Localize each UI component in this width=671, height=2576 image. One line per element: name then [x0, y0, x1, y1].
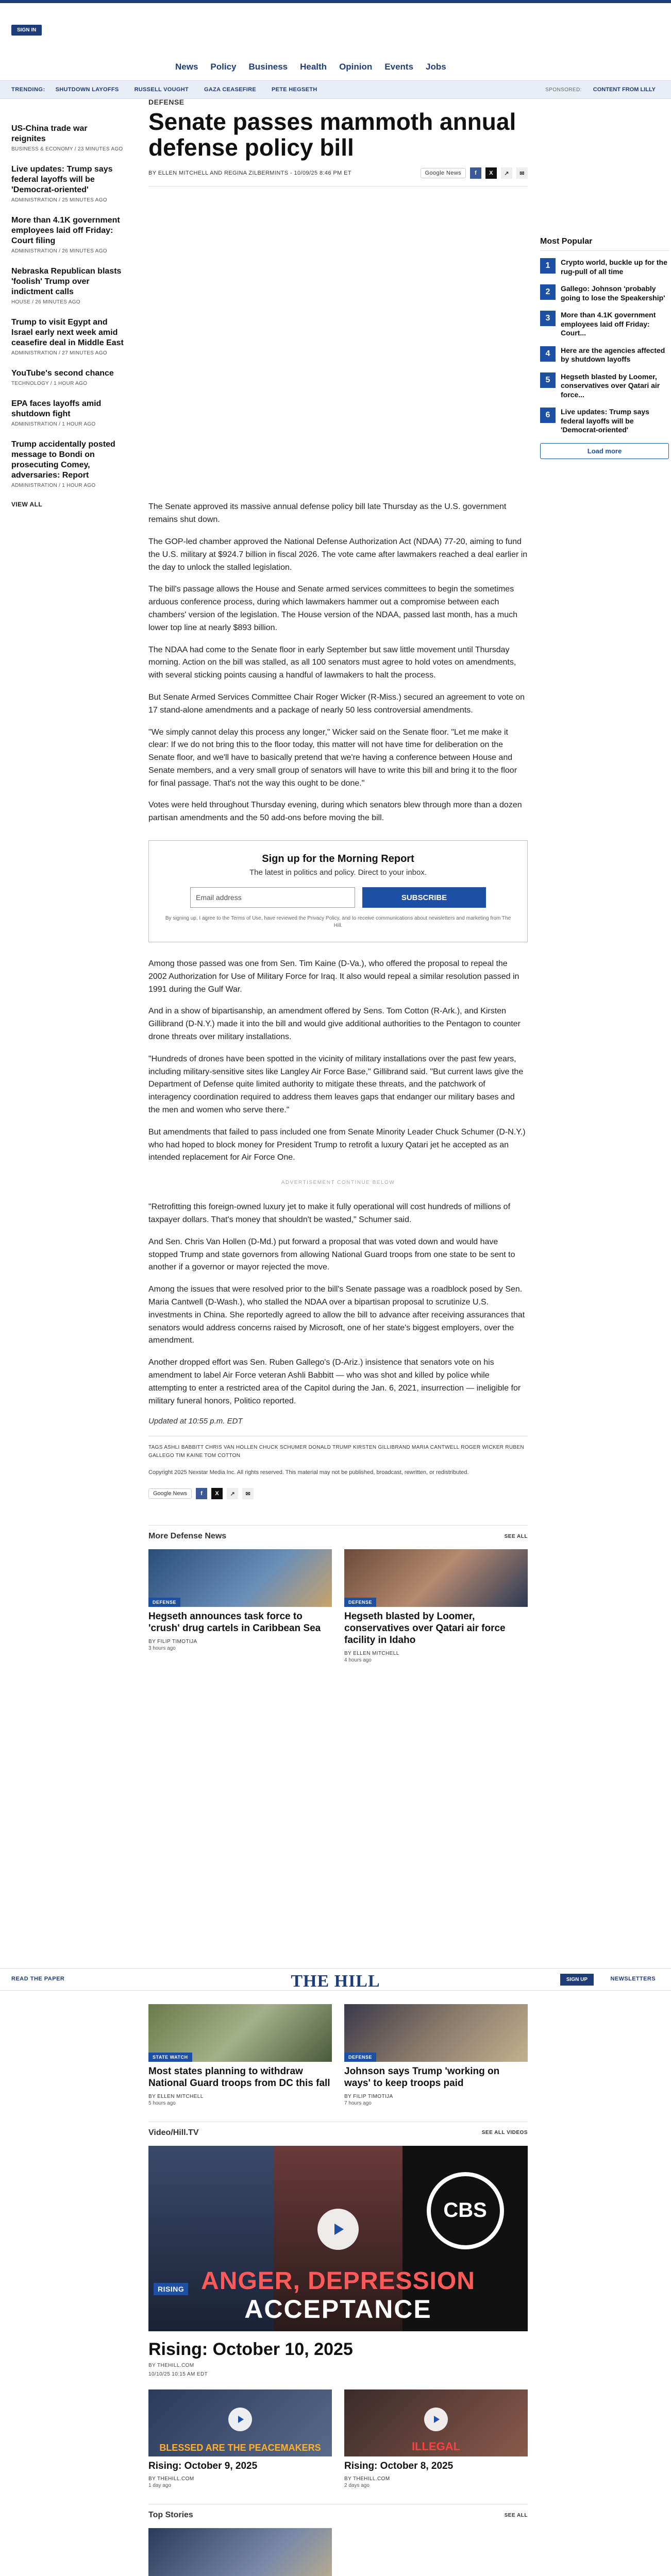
card-byline: BY THEHILL.COM [344, 2476, 390, 2482]
sidebar-item-meta: BUSINESS & ECONOMY / 23 MINUTES AGO [11, 146, 123, 152]
article [148, 98, 528, 1679]
ad-slot [148, 192, 528, 501]
sidebar-item-meta: ADMINISTRATION / 1 HOUR AGO [11, 421, 96, 427]
card-title[interactable]: Hegseth blasted by Loomer, conservatives over Qatari air force facility in Idaho [344, 1611, 506, 1646]
footer-share-row [148, 1488, 528, 1499]
article-paragraph: The Senate approved its massive annual defense policy bill late Thursday as the U.S. government remains shut down. [148, 502, 507, 524]
the-hill-logo[interactable]: THE HILL [291, 1972, 380, 1991]
sidebar-view-all[interactable]: VIEW ALL [11, 501, 43, 508]
news-card[interactable] [148, 2004, 332, 2106]
lower-content [148, 2004, 528, 2576]
sidebar-item-title[interactable]: More than 4.1K government employees laid off Friday: Court filing [11, 216, 120, 245]
sponsored-label: SPONSORED: [545, 87, 582, 93]
video-overlay-text: ACCEPTANCE [244, 2294, 432, 2324]
trending-link[interactable]: SHUTDOWN LAYOFFS [55, 87, 119, 93]
google-news-button[interactable]: Google News [148, 1488, 192, 1499]
card-time: 7 hours ago [344, 2100, 372, 2106]
rail-number: 6 [540, 408, 556, 423]
article-paragraph: Votes were held throughout Thursday evening, during which senators blew through more than a dozen partisan amendments and the 50 add-ons before moving the bill. [148, 801, 522, 823]
trending-link[interactable]: RUSSELL VOUGHT [134, 87, 189, 93]
facebook-icon[interactable]: f [196, 1488, 207, 1499]
video-cards [148, 2389, 528, 2489]
signup-button[interactable]: SIGN UP [560, 1974, 594, 1986]
sidebar-item-meta: ADMINISTRATION / 27 MINUTES AGO [11, 350, 107, 356]
article-paragraph: But Senate Armed Services Committee Chair Roger Wicker (R-Miss.) secured an agreement to vote on 17 stand-alone amendments and a package of nearly 50 less controversial amendments. [148, 692, 525, 715]
sidebar-item[interactable] [11, 439, 124, 488]
cbs-logo: CBS [427, 2172, 504, 2249]
sidebar-item-title[interactable]: Trump accidentally posted message to Bondi on prosecuting Comey, adversaries: Report [11, 440, 115, 480]
rail-number: 4 [540, 346, 556, 362]
byline: BY ELLEN MITCHELL AND REGINA ZILBERMINTS - 10/09/25 8:46 PM ET [148, 170, 352, 177]
see-all-link[interactable]: SEE ALL [504, 1533, 528, 1539]
video-overlay-text: ILLEGAL [411, 2439, 461, 2453]
article-paragraph: Among those passed was one from Sen. Tim Kaine (D-Va.), who offered the proposal to repeal the 2002 Authorization for Use of Military Force for Iraq. It also would repeal a similar resolution passed in 1991 during the Gulf War. [148, 959, 519, 994]
article-paragraph: Another dropped effort was Sen. Ruben Gallego's (D-Ariz.) insistence that senators vote on his amendment to label Air Force veteran Ashli Babbitt — who was shot and killed by police while attempting to enter a restricted area of the Capitol during the Jan. 6, 2021, insurrection — ineligible for military funeral honors, Politico reported. [148, 1358, 521, 1405]
nav-jobs[interactable]: Jobs [426, 62, 446, 72]
byline-row [148, 167, 528, 187]
updated-note: Updated at 10:55 p.m. EDT [148, 1417, 243, 1426]
article-tags[interactable]: TAGS ASHLI BABBITT CHRIS VAN HOLLEN CHUCK SCHUMER DONALD TRUMP KIRSTEN GILLIBRAND MARIA CANTWELL ROGER WICKER RUBEN GALLEGO TIM KAINE TOM COTTON [148, 1436, 528, 1460]
newsletter-signup [148, 840, 528, 942]
more-defense-cards [148, 1549, 528, 1663]
card-byline: BY FILIP TIMOTIJA [148, 1638, 197, 1645]
x-icon[interactable]: X [485, 167, 497, 179]
video-time: 10/10/25 10:15 AM EDT [148, 2371, 208, 2377]
card-title[interactable]: Johnson says Trump 'working on ways' to keep troops paid [344, 2066, 500, 2089]
card-image[interactable] [148, 2528, 332, 2576]
play-icon[interactable] [424, 2408, 448, 2431]
article-paragraph: But amendments that failed to pass included one from Senate Minority Leader Chuck Schumer (D-N.Y.) who had hoped to block money for President Trump to retrofit a luxury Qatari jet he accepted as an intended replacement for Air Force One. [148, 1127, 526, 1162]
copyright: Copyright 2025 Nexstar Media Inc. All rights reserved. This material may not be published, broadcast, rewritten, or redistributed. [148, 1469, 469, 1476]
subscribe-button[interactable]: SUBSCRIBE [362, 887, 486, 908]
video-byline: BY THEHILL.COM [148, 2362, 194, 2368]
rail-item[interactable] [540, 258, 669, 276]
nav-news[interactable]: News [175, 62, 198, 72]
rail-item[interactable] [540, 408, 669, 435]
card-byline: BY ELLEN MITCHELL [344, 1650, 399, 1656]
sidebar-item[interactable] [11, 215, 124, 254]
card-image[interactable] [148, 2004, 332, 2062]
rail-number: 5 [540, 372, 556, 388]
article-paragraph: "Hundreds of drones have been spotted in the vicinity of military installations over the past few years, including military-sensitive sites like Langley Air Force Base," Gillibrand said. "But current laws give the Department of Defense quite limited authority to mitigate these threats, and the patchwork of interagency coordination required to address them leaves gaps that endanger our military bases and the men and women who serve there." [148, 1054, 524, 1115]
article-paragraph: "Retrofitting this foreign-owned luxury jet to make it fully operational will cost hundreds of millions of taxpayer dollars. That's money that shouldn't be wasted," Schumer said. [148, 1202, 511, 1225]
x-icon[interactable]: X [211, 1488, 223, 1499]
facebook-icon[interactable]: f [470, 167, 481, 179]
sidebar-item-meta: HOUSE / 26 MINUTES AGO [11, 299, 80, 305]
news-card[interactable] [148, 1549, 332, 1663]
card-byline: BY FILIP TIMOTIJA [344, 2093, 393, 2099]
sidebar-item-title[interactable]: Live updates: Trump says federal layoffs will be 'Democrat-oriented' [11, 165, 113, 194]
video-overlay-text: BLESSED ARE THE PEACEMAKERS [159, 2442, 321, 2453]
card-image[interactable] [148, 1549, 332, 1607]
the-hill-bar [0, 1968, 671, 1991]
news-card[interactable] [148, 2528, 332, 2576]
sidebar-item[interactable] [11, 317, 124, 356]
card-image[interactable] [344, 2004, 528, 2062]
rail-item[interactable] [540, 284, 669, 302]
nav-health[interactable]: Health [300, 62, 327, 72]
card-time: 3 hours ago [148, 1645, 176, 1651]
trending-link[interactable]: PETE HEGSETH [271, 87, 317, 93]
article-paragraph: "We simply cannot delay this process any longer," Wicker said on the Senate floor. "Let me make it clear: If we do not bring this to the floor today, this matter will not have time for deliberation on the Senate floor, and we'll have to basically pretend that we're having a conference between House and Senate members, and a very small group of senators will have to write this bill and bring it to the floor for final passage. That's not the way this ought to be done." [148, 727, 517, 788]
top-stories-section [148, 2504, 528, 2576]
read-the-paper-link[interactable]: READ THE PAPER [11, 1976, 65, 1982]
video-hero[interactable] [148, 2146, 528, 2331]
article-paragraph: The bill's passage allows the House and Senate armed services committees to begin the sometimes arduous conference process, during which lawmakers hammer out a compromise between each chambers' version of the legislation. The House version of the NDAA, passed last month, has a much lower top line at nearly $893 billion. [148, 585, 518, 632]
card-tag[interactable]: DEFENSE [344, 1598, 376, 1607]
video-card[interactable] [344, 2389, 528, 2489]
share-icon[interactable]: ↗ [501, 167, 512, 179]
section-title: Top Stories [148, 2511, 193, 2520]
sidebar-item[interactable] [11, 124, 124, 152]
trending-link[interactable]: GAZA CEASEFIRE [204, 87, 256, 93]
video-section [148, 2122, 528, 2489]
card-time: 5 hours ago [148, 2100, 176, 2106]
latest-news-sidebar [11, 124, 124, 508]
rail-item[interactable] [540, 372, 669, 400]
article-paragraph: And Sen. Chris Van Hollen (D-Md.) put forward a proposal that was voted down and would have stopped Trump and state governors from allowing National Guard troops from one state to be sent to another if a governor or mayor rejected the move. [148, 1237, 515, 1272]
nav-events[interactable]: Events [384, 62, 414, 72]
article-kicker[interactable]: DEFENSE [148, 98, 184, 106]
nav-business[interactable]: Business [248, 62, 288, 72]
card-time: 2 days ago [344, 2483, 370, 2489]
card-time: 4 hours ago [344, 1657, 372, 1663]
video-title[interactable]: Rising: October 10, 2025 [148, 2339, 353, 2359]
sidebar-item-title[interactable]: Trump to visit Egypt and Israel early next week amid ceasefire deal in Middle East [11, 318, 124, 347]
news-card[interactable] [344, 1549, 528, 1663]
sidebar-item[interactable] [11, 164, 124, 203]
rail-item[interactable] [540, 311, 669, 338]
rail-title: Most Popular [540, 237, 669, 251]
sponsored-link[interactable]: CONTENT FROM LILLY [593, 87, 656, 93]
card-tag[interactable]: DEFENSE [148, 1598, 180, 1607]
article-headline: Senate passes mammoth annual defense policy bill [148, 108, 516, 161]
see-all-link[interactable]: SEE ALL [504, 2512, 528, 2518]
more-defense-header [148, 1525, 528, 1541]
article-paragraph: And in a show of bipartisanship, an amendment offered by Sens. Tom Cotton (R-Ark.), and Kirsten Gillibrand (D-N.Y.) made it into the bill and would give additional authorities to the Pentagon to counter drone threats over military installations. [148, 1007, 521, 1042]
ad-label: ADVERTISEMENT CONTINUE BELOW [281, 1180, 395, 1186]
sidebar-item-title[interactable]: US-China trade war reignites [11, 124, 88, 143]
section-title: Video/Hill.TV [148, 2128, 199, 2137]
article-paragraph: The NDAA had come to the Senate floor in early September but saw little movement until Thursday morning. Action on the bill was stalled, as all 100 senators must agree to hold votes on amendments, with several sticking points causing a handful of lawmakers to halt the process. [148, 645, 516, 680]
more-cards [148, 2004, 528, 2106]
google-news-button[interactable]: Google News [421, 168, 466, 178]
card-image[interactable] [344, 2389, 528, 2456]
section-title: More Defense News [148, 1532, 227, 1541]
video-tag: RISING [154, 2283, 188, 2295]
sidebar-item-meta: ADMINISTRATION / 25 MINUTES AGO [11, 197, 107, 203]
sidebar-item-meta: ADMINISTRATION / 26 MINUTES AGO [11, 248, 107, 254]
sidebar-item-title[interactable]: Nebraska Republican blasts 'foolish' Trump over indictment calls [11, 267, 122, 296]
card-image[interactable] [148, 2389, 332, 2456]
sidebar-item-meta: ADMINISTRATION / 1 HOUR AGO [11, 483, 96, 488]
nav-opinion[interactable]: Opinion [339, 62, 373, 72]
newsletter-title: Sign up for the Morning Report [262, 853, 414, 865]
rail-item-title[interactable]: Crypto world, buckle up for the rug-pull of all time [561, 258, 667, 276]
card-time: 1 day ago [148, 2483, 171, 2489]
play-icon[interactable] [228, 2408, 252, 2431]
card-byline: BY ELLEN MITCHELL [148, 2093, 204, 2099]
article-paragraph: The GOP-led chamber approved the National Defense Authorization Act (NDAA) 77-20, aiming to fund the U.S. military at $924.7 billion in fiscal 2026. The vote came after lawmakers reached a deal earlier in the day to unlock the stalled legislation. [148, 537, 528, 572]
most-popular-rail [540, 237, 669, 459]
article-paragraph: Among the issues that were resolved prior to the bill's Senate passage was a roadblock posed by Sen. Maria Cantwell (D-Wash.), who stalled the NDAA over a bipartisan proposal to scrutinize U.S. investments in China. She reportedly agreed to allow the bill to advance after receiving assurances that senators would address concerns raised by Microsoft, one of her state's biggest employers, over the amendment. [148, 1285, 525, 1345]
card-tag[interactable]: DEFENSE [344, 2053, 376, 2062]
rail-number: 3 [540, 311, 556, 326]
see-all-videos-link[interactable]: SEE ALL VIDEOS [481, 2130, 528, 2136]
site-header [0, 3, 671, 80]
rail-item-title[interactable]: Live updates: Trump says federal layoffs will be 'Democrat-oriented' [561, 408, 649, 434]
email-icon[interactable]: ✉ [516, 167, 528, 179]
video-overlay-text: ANGER, DEPRESSION [201, 2267, 475, 2295]
signin-button[interactable]: SIGN IN [11, 25, 42, 36]
sidebar-item-title[interactable]: YouTube's second chance [11, 369, 114, 378]
rail-number: 1 [540, 258, 556, 274]
card-title[interactable]: Rising: October 9, 2025 [148, 2460, 258, 2471]
rail-item-title[interactable]: Hegseth blasted by Loomer, conservatives over Qatari air force... [561, 372, 660, 399]
card-title[interactable]: Most states planning to withdraw National Guard troops from DC this fall [148, 2066, 330, 2089]
rail-item-title[interactable]: Gallego: Johnson 'probably going to lose the Speakership' [561, 284, 665, 302]
play-icon[interactable] [317, 2209, 359, 2250]
newsletter-email-input[interactable]: Email address [190, 887, 355, 908]
newsletter-fine-print: By signing up, I agree to the Terms of Use, have reviewed the Privacy Policy, and to receive communications about newsletters and marketing from The Hill. [165, 916, 511, 929]
card-byline: BY THEHILL.COM [148, 2476, 194, 2482]
rail-item[interactable] [540, 346, 669, 364]
rail-item-title[interactable]: Here are the agencies affected by shutdown layoffs [561, 346, 665, 363]
rail-item-title[interactable]: More than 4.1K government employees laid off Friday: Court... [561, 311, 656, 337]
top-stories-header [148, 2504, 528, 2520]
trending-bar [0, 80, 671, 99]
load-more-button[interactable]: Load more [540, 443, 669, 459]
card-title[interactable]: Hegseth announces task force to 'crush' drug cartels in Caribbean Sea [148, 1611, 321, 1634]
sidebar-item-meta: TECHNOLOGY / 1 HOUR AGO [11, 381, 88, 386]
share-row [421, 167, 528, 179]
video-card[interactable] [148, 2389, 332, 2489]
card-title[interactable]: Rising: October 8, 2025 [344, 2460, 454, 2471]
trending-label: TRENDING: [11, 87, 45, 93]
news-card[interactable] [344, 2004, 528, 2106]
card-image[interactable] [344, 1549, 528, 1607]
card-tag[interactable]: STATE WATCH [148, 2053, 192, 2062]
sidebar-item[interactable] [11, 266, 124, 305]
sidebar-item[interactable] [11, 399, 124, 427]
email-icon[interactable]: ✉ [242, 1488, 254, 1499]
sidebar-item[interactable] [11, 368, 124, 386]
video-header [148, 2122, 528, 2138]
sidebar-item-title[interactable]: EPA faces layoffs amid shutdown fight [11, 399, 102, 418]
nav-policy[interactable]: Policy [210, 62, 237, 72]
rail-number: 2 [540, 284, 556, 300]
share-icon[interactable]: ↗ [227, 1488, 238, 1499]
newsletters-link[interactable]: NEWSLETTERS [610, 1976, 656, 1982]
newsletter-subtitle: The latest in politics and policy. Direct to your inbox. [249, 868, 427, 877]
main-nav [175, 62, 446, 72]
